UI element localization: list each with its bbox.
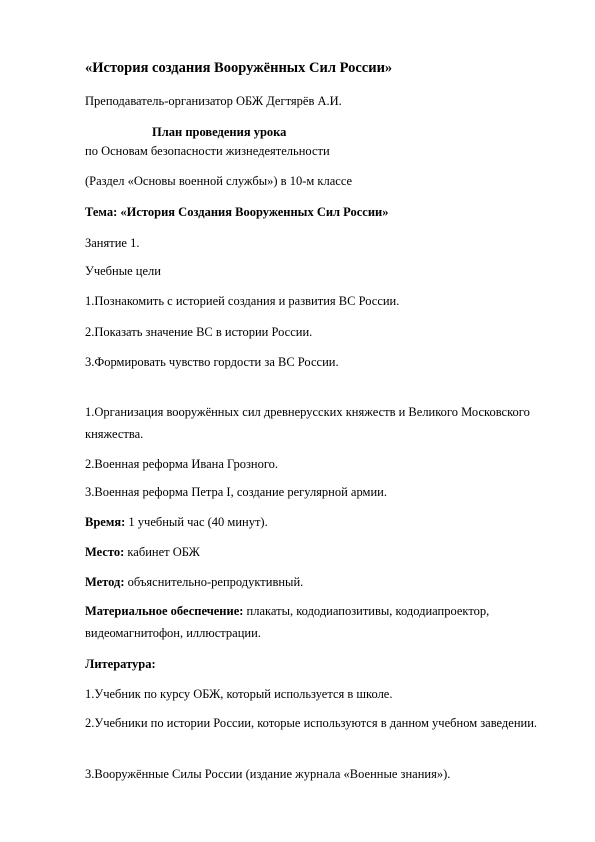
goal-item: 1.Познакомить с историей создания и развития ВС России. [85, 294, 400, 308]
goals-heading: Учебные цели [85, 264, 161, 278]
question-item: 1.Организация вооружённых сил древнерусских княжеств и Великого Московского княжества. [85, 405, 530, 441]
place-label: Место: [85, 545, 125, 559]
time-label: Время: [85, 515, 126, 529]
method-label: Метод: [85, 575, 125, 589]
lesson-line: Занятие 1. [85, 236, 140, 250]
time-line [85, 514, 268, 530]
subject-line: по Основам безопасности жизнедеятельности [85, 144, 330, 158]
literature-item: 1.Учебник по курсу ОБЖ, который используется в школе. [85, 687, 393, 701]
topic-value: «История Создания Вооруженных Сил России» [117, 205, 389, 219]
materials-value: плакаты, кододиапозитивы, кододиапроектор, видеомагнитофон, иллюстрации. [85, 604, 490, 640]
plan-heading: План проведения урока [152, 125, 287, 139]
place-value: кабинет ОБЖ [124, 545, 200, 559]
topic-line [85, 204, 389, 220]
time-value: 1 учебный час (40 минут). [125, 515, 268, 529]
question-item: 2.Военная реформа Ивана Грозного. [85, 457, 279, 471]
goal-item: 3.Формировать чувство гордости за ВС России. [85, 355, 339, 369]
teacher-line: Преподаватель-организатор ОБЖ Дегтярёв А.И. [85, 94, 342, 108]
place-line [85, 544, 200, 560]
materials-label: Материальное обеспечение: [85, 604, 244, 618]
materials-line [85, 600, 545, 644]
question-item: 3.Военная реформа Петра I, создание регулярной армии. [85, 485, 387, 499]
section-line: (Раздел «Основы военной службы») в 10-м классе [85, 174, 353, 188]
literature-item: 3.Вооружённые Силы России (издание журнала «Военные знания»). [85, 767, 451, 781]
literature-item: 2.Учебники по истории России, которые используются в данном учебном заведении. [85, 716, 538, 730]
literature-heading: Литература: [85, 657, 156, 671]
method-line [85, 574, 303, 590]
document-title: «История создания Вооружённых Сил России» [85, 60, 393, 76]
topic-label: Тема: [85, 205, 118, 219]
goal-item: 2.Показать значение ВС в истории России. [85, 325, 313, 339]
method-value: объяснительно-репродуктивный. [124, 575, 304, 589]
